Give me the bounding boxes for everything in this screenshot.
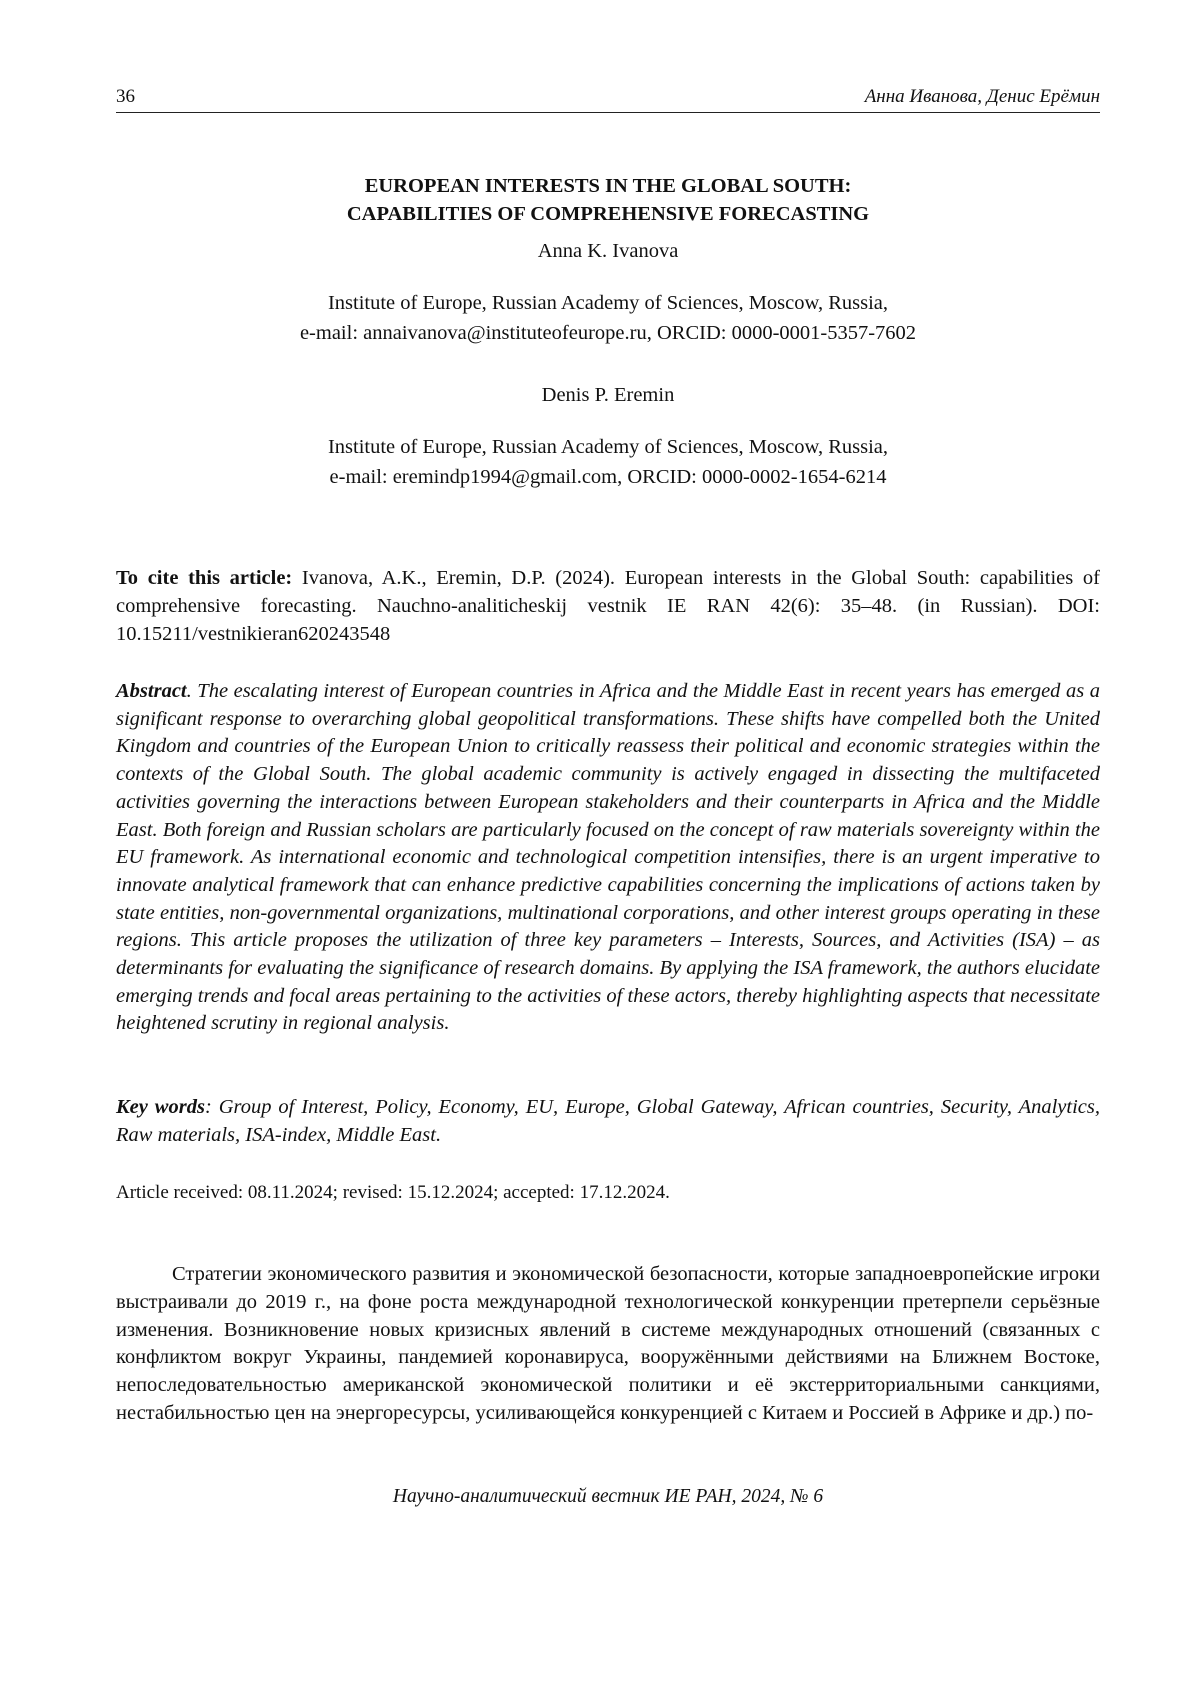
keywords-label: Key words bbox=[116, 1096, 205, 1118]
article-title bbox=[116, 172, 1100, 228]
keywords-text: : Group of Interest, Policy, Economy, EU, Europe, Global Gateway, African countries, Security, Analytics, Raw materials, ISA-index, Middle East. bbox=[116, 1096, 1100, 1146]
abstract-block bbox=[116, 678, 1100, 1038]
keywords-block bbox=[116, 1094, 1100, 1149]
author-contact-1: e-mail: annaivanova@instituteofeurope.ru, ORCID: 0000-0001-5357-7602 bbox=[299, 322, 917, 344]
running-header-authors: Анна Иванова, Денис Ерёмин bbox=[864, 86, 1100, 107]
author-contact-2: e-mail: eremindp1994@gmail.com, ORCID: 0000-0002-1654-6214 bbox=[329, 466, 887, 488]
author-affiliation-block-2 bbox=[116, 432, 1100, 492]
author-affiliation-2: Institute of Europe, Russian Academy of Sciences, Moscow, Russia, bbox=[327, 436, 889, 458]
author-name-1: Anna K. Ivanova bbox=[537, 240, 679, 262]
author-name-2: Denis P. Eremin bbox=[541, 384, 675, 406]
citation-block bbox=[116, 564, 1100, 648]
running-header bbox=[116, 86, 1100, 113]
article-dates: Article received: 08.11.2024; revised: 15.12.2024; accepted: 17.12.2024. bbox=[116, 1182, 670, 1203]
author-affiliation-1: Institute of Europe, Russian Academy of Sciences, Moscow, Russia, bbox=[327, 292, 889, 314]
abstract-label: Abstract bbox=[116, 680, 187, 702]
running-footer: Научно-аналитический вестник ИЕ РАН, 2024, № 6 bbox=[392, 1486, 824, 1507]
page-number: 36 bbox=[116, 86, 135, 107]
article-title-line-1: EUROPEAN INTERESTS IN THE GLOBAL SOUTH: bbox=[364, 175, 852, 197]
abstract-text: . The escalating interest of European countries in Africa and the Middle East in recent years has emerged as a significant response to overarching global geopolitical transformations. These shifts have compelled both the United Kingdom and countries of the European Union to critically reassess their political and economic strategies within the contexts of the Global South. The global academic community is actively engaged in dissecting the multifaceted activities governing the interactions between European stakeholders and their counterparts in Africa and the Middle East. Both foreign and Russian scholars are particularly focused on the concept of raw materials sovereignty within the EU framework. As international economic and technological competition intensifies, there is an urgent imperative to innovate analytical framework that can enhance predictive capabilities concerning the implications of actions taken by state entities, non-governmental organizations, multinational corporations, and other interest groups operating in these regions. This article proposes the utilization of three key parameters – Interests, Sources, and Activities (ISA) – as determinants for evaluating the significance of research domains. By applying the ISA framework, the authors elucidate emerging trends and focal areas pertaining to the activities of these actors, thereby highlighting aspects that necessitate heightened scrutiny in regional analysis. bbox=[116, 680, 1100, 1035]
article-title-line-2: CAPABILITIES OF COMPREHENSIVE FORECASTING bbox=[346, 203, 870, 225]
citation-text: Ivanova, A.K., Eremin, D.P. (2024). European interests in the Global South: capabilities of comprehensive forecasting. Nauchno-analiticheskij vestnik IE RAN 42(6): 35–48. (in Russian). DOI: 10.15211/vestnikieran620243548 bbox=[116, 567, 1100, 645]
citation-label: To cite this article: bbox=[116, 567, 293, 589]
author-affiliation-block-1 bbox=[116, 288, 1100, 348]
body-paragraph: Стратегии экономического развития и экономической безопасности, которые западноевропейские игроки выстраивали до 2019 г., на фоне роста международной технологической конкуренции претерпели серьёзные изменения. Возникновение новых кризисных явлений в системе международных отношений (связанных с конфликтом вокруг Украины, пандемией коронавируса, вооружёнными действиями на Ближнем Востоке, непоследовательностью американской экономической политики и её экстерриториальными санкциями, нестабильностью цен на энергоресурсы, усиливающейся конкуренцией с Китаем и Россией в Африке и др.) по- bbox=[116, 1263, 1100, 1424]
